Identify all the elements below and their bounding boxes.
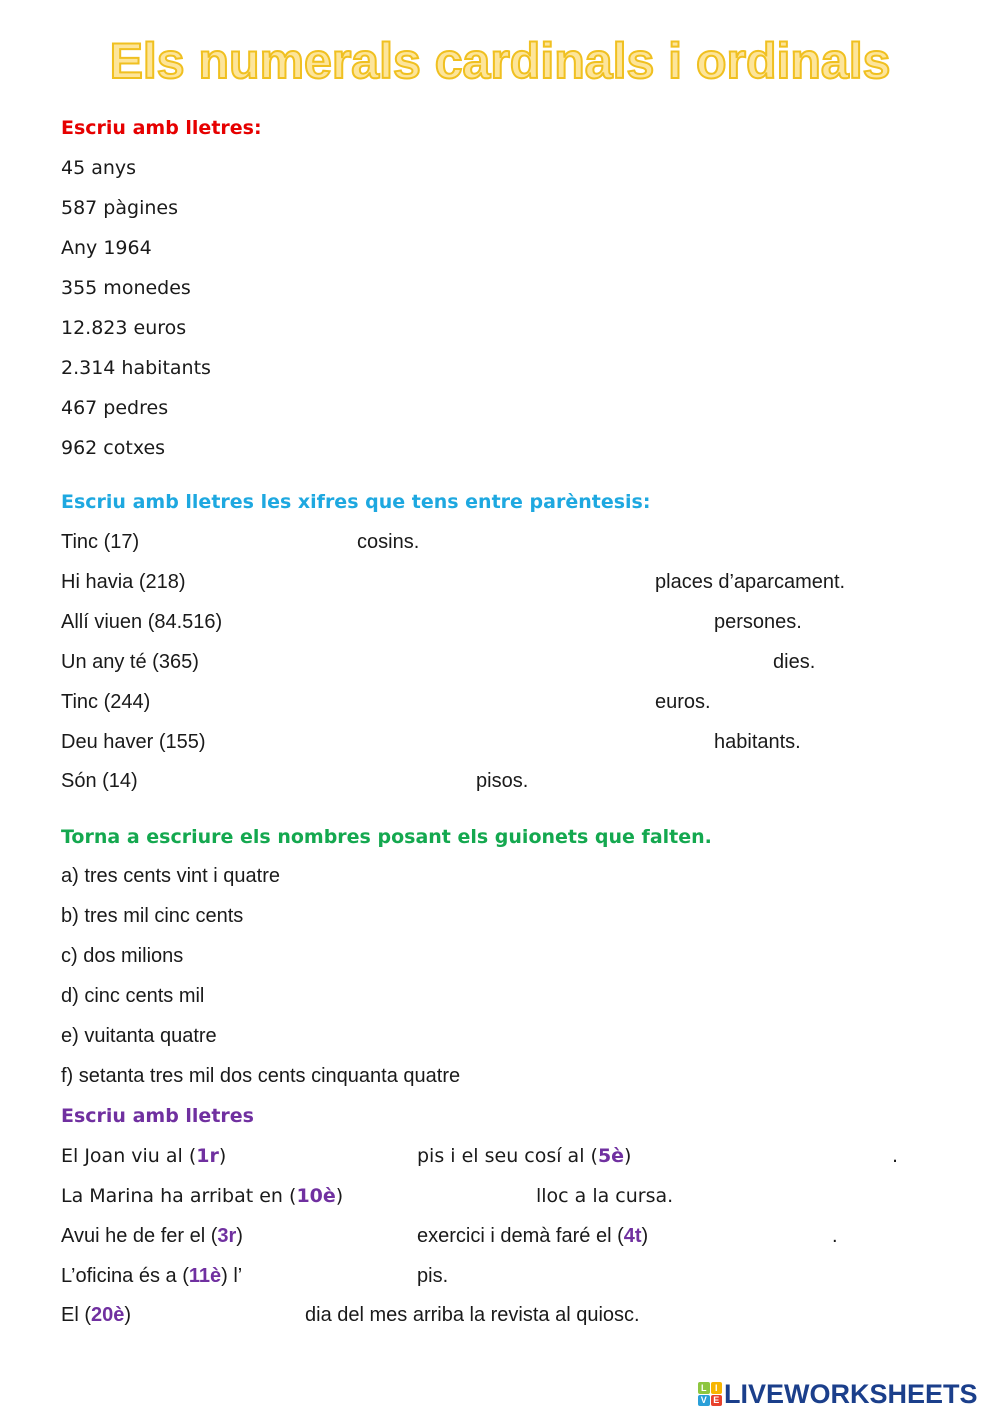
answer-input[interactable] [535, 1063, 904, 1091]
section-1-heading: Escriu amb lletres: [61, 117, 262, 139]
cardinal-item: 467 pedres [61, 397, 169, 419]
sentence-end: dies. [773, 651, 816, 673]
answer-input[interactable] [230, 649, 769, 677]
ordinal-value: 3r [217, 1225, 237, 1247]
sentence-middle: exercici i demà faré el (4t) [417, 1225, 649, 1247]
answer-input[interactable] [215, 569, 649, 597]
ordinal-value: 20è [91, 1304, 125, 1326]
ordinal-value: 10è [296, 1185, 336, 1207]
ordinal-value: 1r [196, 1145, 219, 1167]
answer-input[interactable] [235, 729, 709, 757]
sentence-start: La Marina ha arribat en (10è) [61, 1185, 344, 1207]
logo-text: LIVEWORKSHEETS [724, 1378, 978, 1409]
sentence-start: Tinc (17) [61, 531, 140, 553]
answer-input[interactable] [260, 395, 904, 423]
section-4-heading: Escriu amb lletres [61, 1105, 254, 1127]
sentence-end: habitants. [714, 731, 801, 753]
answer-input[interactable] [215, 943, 904, 971]
sentence-end: pis. [417, 1265, 449, 1287]
answer-input[interactable] [655, 1143, 891, 1171]
answer-input[interactable] [260, 195, 904, 223]
sentence-end: lloc a la cursa. [536, 1185, 674, 1207]
sentence-start: Tinc (244) [61, 691, 151, 713]
cardinal-item: 355 monedes [61, 277, 191, 299]
answer-input[interactable] [260, 275, 904, 303]
sentence-start: Deu haver (155) [61, 731, 206, 753]
sentence-end: pisos. [476, 770, 529, 792]
hyphen-item: d) cinc cents mil [61, 985, 205, 1007]
sentence-start: L’oficina és a (11è) l’ [61, 1265, 243, 1287]
answer-input[interactable] [250, 1143, 414, 1171]
sentence-end: cosins. [357, 531, 420, 553]
cardinal-item: 2.314 habitants [61, 357, 211, 379]
answer-input[interactable] [172, 689, 651, 717]
answer-input[interactable] [280, 1263, 414, 1291]
cardinal-item: Any 1964 [61, 237, 152, 259]
answer-input[interactable] [260, 435, 904, 463]
worksheet-title: Els numerals cardinals i ordinals [109, 33, 891, 89]
sentence-start: Hi havia (218) [61, 571, 186, 593]
answer-input[interactable] [260, 155, 904, 183]
answer-input[interactable] [152, 1302, 301, 1330]
answer-input[interactable] [260, 235, 904, 263]
sentence-end: . [892, 1145, 899, 1167]
hyphen-item: a) tres cents vint i quatre [61, 865, 280, 887]
answer-input[interactable] [160, 529, 354, 557]
answer-input[interactable] [285, 903, 904, 931]
answer-input[interactable] [330, 863, 904, 891]
hyphen-item: b) tres mil cinc cents [61, 905, 244, 927]
sentence-end: places d’aparcament. [655, 571, 846, 593]
sentence-end: euros. [655, 691, 711, 713]
answer-input[interactable] [158, 768, 472, 796]
answer-input[interactable] [370, 1183, 534, 1211]
cardinal-item: 587 pàgines [61, 197, 178, 219]
hyphen-item: c) dos milions [61, 945, 184, 967]
sentence-start: Són (14) [61, 770, 138, 792]
answer-input[interactable] [695, 1223, 831, 1251]
hyphen-item: f) setanta tres mil dos cents cinquanta quatre [61, 1065, 461, 1087]
section-2-heading: Escriu amb lletres les xifres que tens entre parèntesis: [61, 491, 651, 513]
cardinal-item: 12.823 euros [61, 317, 187, 339]
answer-input[interactable] [280, 1223, 414, 1251]
sentence-end: . [832, 1225, 838, 1247]
answer-input[interactable] [240, 983, 904, 1011]
sentence-start: El (20è) [61, 1304, 132, 1326]
ordinal-value: 11è [188, 1265, 222, 1287]
hyphen-item: e) vuitanta quatre [61, 1025, 217, 1047]
sentence-start: El Joan viu al (1r) [61, 1145, 227, 1167]
live-tiles-icon: L I V E [698, 1382, 722, 1406]
section-3-heading: Torna a escriure els nombres posant els guionets que falten. [61, 826, 712, 848]
answer-input[interactable] [255, 609, 709, 637]
answer-input[interactable] [255, 1023, 904, 1051]
liveworksheets-logo [698, 1380, 978, 1408]
sentence-end: dia del mes arriba la revista al quiosc. [305, 1304, 640, 1326]
sentence-start: Avui he de fer el (3r) [61, 1225, 243, 1247]
cardinal-item: 962 cotxes [61, 437, 166, 459]
sentence-end: persones. [714, 611, 802, 633]
answer-input[interactable] [260, 315, 904, 343]
ordinal-value: 5è [597, 1145, 625, 1167]
answer-input[interactable] [260, 355, 904, 383]
ordinal-value: 4t [623, 1225, 642, 1247]
sentence-start: Allí viuen (84.516) [61, 611, 223, 633]
sentence-middle: pis i el seu cosí al (5è) [417, 1145, 632, 1167]
sentence-start: Un any té (365) [61, 651, 199, 673]
cardinal-item: 45 anys [61, 157, 137, 179]
